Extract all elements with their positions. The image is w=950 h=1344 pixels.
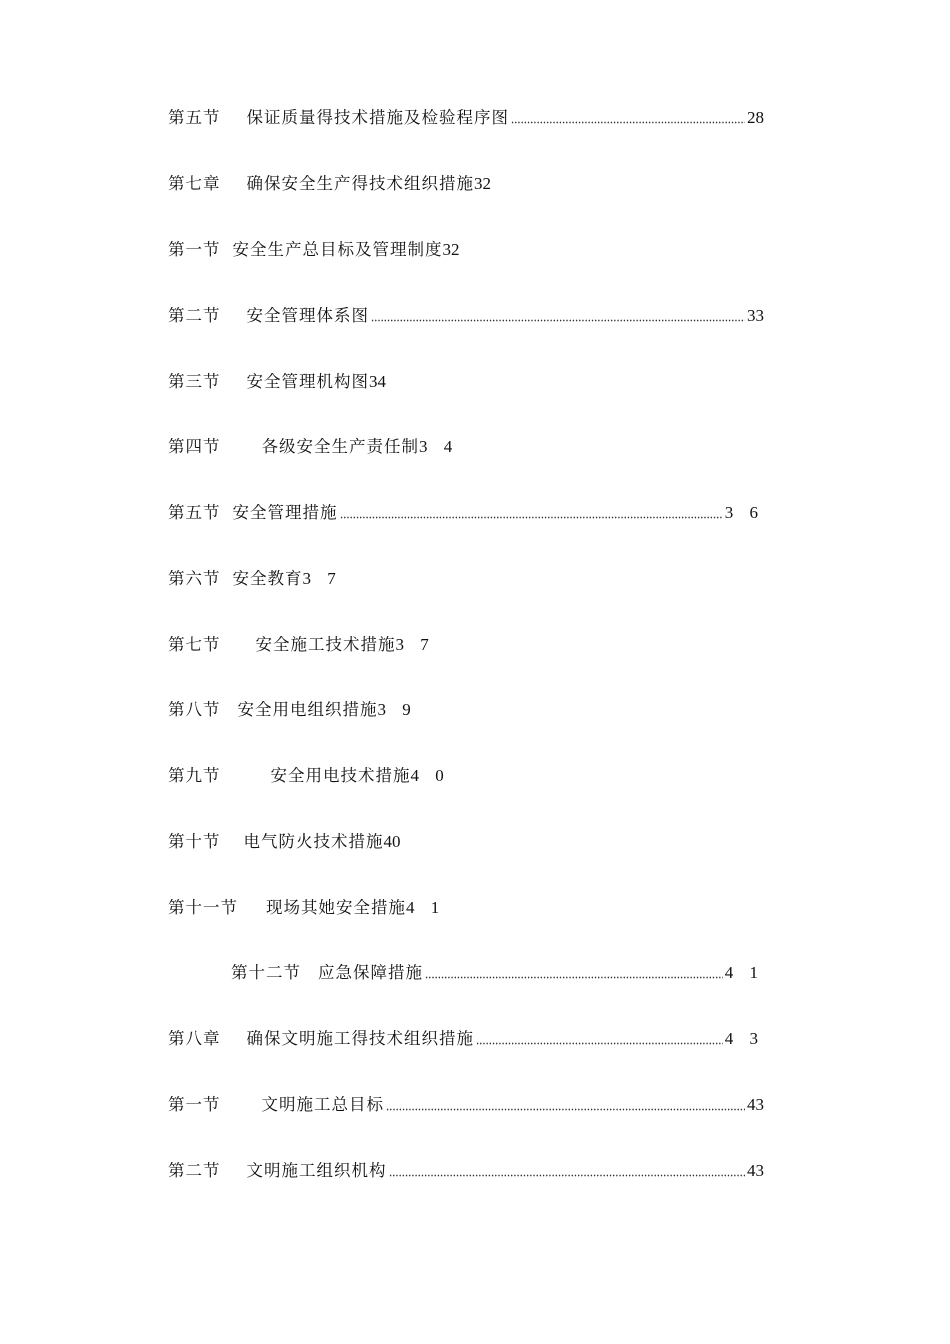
toc-entry[interactable]	[168, 828, 764, 856]
toc-entry[interactable]	[168, 631, 764, 659]
toc-page-number: 33	[747, 306, 764, 325]
toc-page-number: 4 0	[410, 766, 450, 785]
toc-entry[interactable]	[168, 104, 764, 132]
toc-page-number: 34	[369, 372, 386, 391]
dot-leader	[386, 1103, 745, 1111]
toc-entry-title: 确保安全生产得技术组织措施	[246, 174, 474, 193]
toc-section-number: 第七章	[168, 174, 221, 193]
toc-page-number: 4 3	[724, 1029, 764, 1048]
toc-entry-title: 安全用电技术措施	[270, 766, 411, 785]
toc-entry[interactable]	[168, 170, 764, 198]
toc-page-number: 43	[747, 1095, 764, 1114]
toc-section-number: 第五节	[168, 108, 221, 127]
toc-entry-title: 保证质量得技术措施及检验程序图	[246, 108, 509, 127]
toc-entry[interactable]	[168, 894, 764, 922]
toc-entry-title: 电气防火技术措施	[243, 832, 384, 851]
toc-page-number: 4 1	[406, 898, 446, 917]
toc-section-number: 第三节	[168, 372, 221, 391]
dot-leader	[389, 1169, 746, 1177]
toc-entry[interactable]	[168, 433, 764, 461]
toc-section-number: 第八章	[168, 1029, 221, 1048]
toc-entry[interactable]	[168, 236, 764, 264]
toc-entry-title: 安全生产总目标及管理制度	[232, 240, 443, 259]
toc-entry[interactable]	[168, 1091, 764, 1119]
toc-entry[interactable]	[168, 368, 764, 396]
toc-entry-title: 安全管理机构图	[246, 372, 369, 391]
toc-entry-title: 安全用电组织措施	[237, 700, 378, 719]
toc-section-number: 第十一节	[168, 898, 238, 917]
toc-page-number: 3 7	[395, 635, 435, 654]
toc-entry[interactable]	[168, 499, 764, 527]
toc-page-number: 4 1	[724, 963, 764, 982]
toc-section-number: 第二节	[168, 306, 221, 325]
toc-entry-title: 安全教育	[232, 569, 303, 588]
toc-entry-title: 文明施工总目标	[261, 1095, 384, 1114]
toc-section-number: 第四节	[168, 437, 221, 456]
toc-entry-title: 各级安全生产责任制	[261, 437, 419, 456]
toc-section-number: 第八节	[168, 700, 221, 719]
toc-section-number: 第十节	[168, 832, 221, 851]
toc-entry-title: 确保文明施工得技术组织措施	[246, 1029, 474, 1048]
toc-page-number: 3 9	[377, 700, 417, 719]
dot-leader	[511, 116, 745, 124]
toc-entry-title: 安全管理措施	[232, 503, 338, 522]
toc-section-number: 第一节	[168, 1095, 221, 1114]
toc-entry[interactable]	[168, 565, 764, 593]
toc-entry[interactable]	[168, 762, 764, 790]
toc-entry-title: 安全管理体系图	[246, 306, 369, 325]
toc-page-number: 3 7	[302, 569, 342, 588]
dot-leader	[340, 511, 723, 519]
toc-entry[interactable]	[168, 1157, 764, 1185]
dot-leader	[476, 1037, 723, 1045]
toc-entry[interactable]	[231, 959, 764, 987]
toc-entry-title: 现场其她安全措施	[266, 898, 406, 917]
toc-section-number: 第九节	[168, 766, 221, 785]
toc-page-number: 32	[474, 174, 491, 193]
dot-leader	[371, 314, 745, 322]
toc-entry[interactable]	[168, 1025, 764, 1053]
toc-section-number: 第五节	[168, 503, 221, 522]
toc-entry[interactable]	[168, 302, 764, 330]
toc-section-number: 第一节	[168, 240, 221, 259]
toc-section-number: 第十二节	[231, 963, 301, 982]
toc-entry[interactable]	[168, 696, 764, 724]
toc-entry-title: 应急保障措施	[318, 963, 423, 982]
toc-entry-title: 文明施工组织机构	[246, 1161, 387, 1180]
toc-section-number: 第二节	[168, 1161, 221, 1180]
toc-page-number: 40	[383, 832, 401, 851]
toc-section-number: 第七节	[168, 635, 221, 654]
toc-page-number: 43	[747, 1161, 764, 1180]
toc-page-number: 28	[747, 108, 764, 127]
toc-page-number: 32	[442, 240, 460, 259]
toc-entry-title: 安全施工技术措施	[255, 635, 396, 654]
toc-section-number: 第六节	[168, 569, 221, 588]
toc-page-number: 3 6	[724, 503, 764, 522]
toc-page-number: 3 4	[419, 437, 459, 456]
dot-leader	[425, 971, 723, 979]
